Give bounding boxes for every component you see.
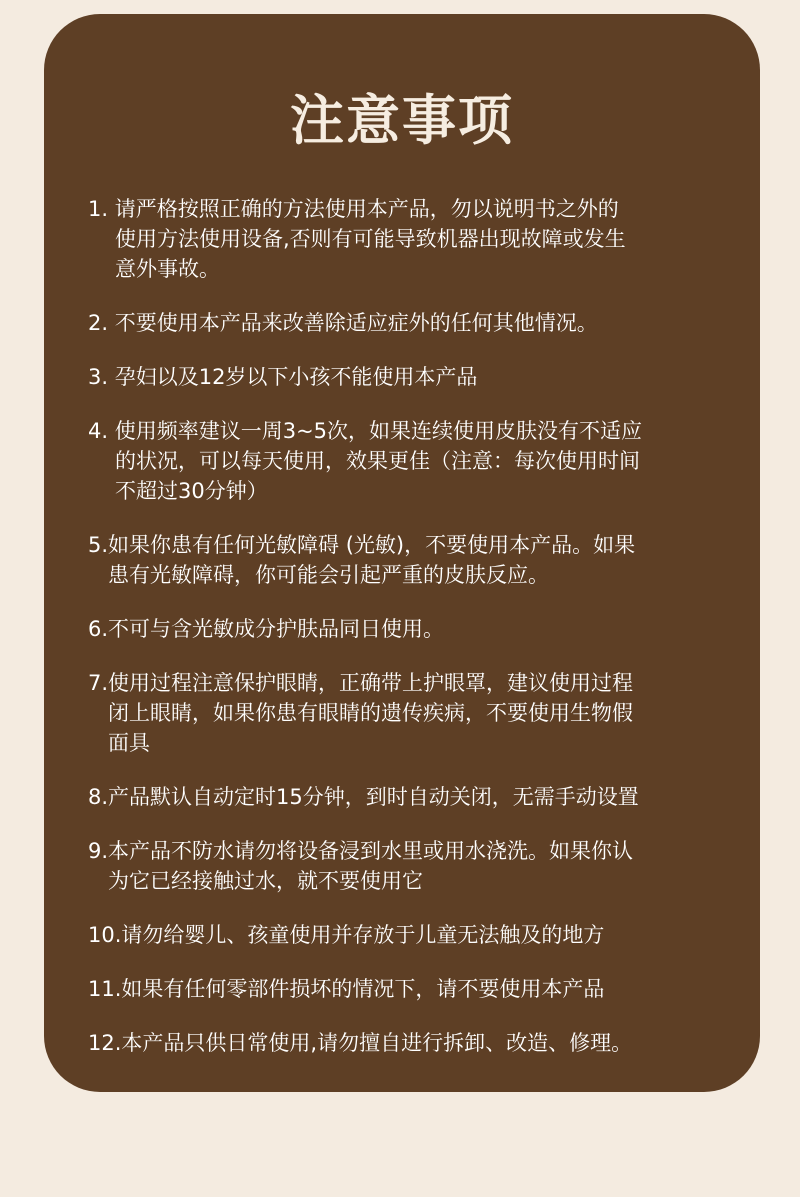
notice-line: 8.产品默认自动定时15分钟，到时自动关闭，无需手动设置 [88, 785, 639, 809]
notice-item-5 [88, 530, 728, 590]
notice-line: 使用方法使用设备,否则有可能导致机器出现故障或发生 [115, 227, 626, 251]
notice-line: 闭上眼睛，如果你患有眼睛的遗传疾病，不要使用生物假 [108, 701, 633, 725]
notice-line: 患有光敏障碍，你可能会引起严重的皮肤反应。 [108, 563, 549, 587]
notice-item-3 [88, 362, 728, 392]
notice-line: 不超过30分钟） [115, 479, 268, 503]
notice-item-9 [88, 836, 728, 896]
notice-item-1 [88, 194, 728, 284]
notice-line: 9.本产品不防水请勿将设备浸到水里或用水浇洗。如果你认 [88, 839, 634, 863]
notice-line: 5.如果你患有任何光敏障碍 (光敏)，不要使用本产品。如果 [88, 533, 636, 557]
page-title: 注意事项 [290, 88, 514, 152]
notice-item-10 [88, 920, 728, 950]
notice-item-6 [88, 614, 728, 644]
notice-line: 的状况，可以每天使用，效果更佳（注意：每次使用时间 [115, 449, 640, 473]
notice-line: 6.不可与含光敏成分护肤品同日使用。 [88, 617, 445, 641]
notice-card [44, 14, 760, 1092]
notice-item-8 [88, 782, 728, 812]
notice-list [88, 194, 728, 1082]
notice-line: 2. 不要使用本产品来改善除适应症外的任何其他情况。 [88, 311, 598, 335]
notice-line: 为它已经接触过水，就不要使用它 [108, 869, 423, 893]
notice-line: 1. 请严格按照正确的方法使用本产品，勿以说明书之外的 [88, 197, 619, 221]
notice-line: 12.本产品只供日常使用,请勿擅自进行拆卸、改造、修理。 [88, 1031, 633, 1055]
notice-item-7 [88, 668, 728, 758]
notice-line: 面具 [108, 731, 150, 755]
notice-line: 7.使用过程注意保护眼睛，正确带上护眼罩，建议使用过程 [88, 671, 634, 695]
notice-line: 3. 孕妇以及12岁以下小孩不能使用本产品 [88, 365, 478, 389]
notice-line: 10.请勿给婴儿、孩童使用并存放于儿童无法触及的地方 [88, 923, 605, 947]
notice-line: 4. 使用频率建议一周3~5次，如果连续使用皮肤没有不适应 [88, 419, 643, 443]
notice-line: 意外事故。 [115, 257, 220, 281]
notice-item-11 [88, 974, 728, 1004]
notice-item-4 [88, 416, 728, 506]
notice-item-2 [88, 308, 728, 338]
notice-line: 11.如果有任何零部件损坏的情况下，请不要使用本产品 [88, 977, 605, 1001]
notice-item-12 [88, 1028, 728, 1058]
